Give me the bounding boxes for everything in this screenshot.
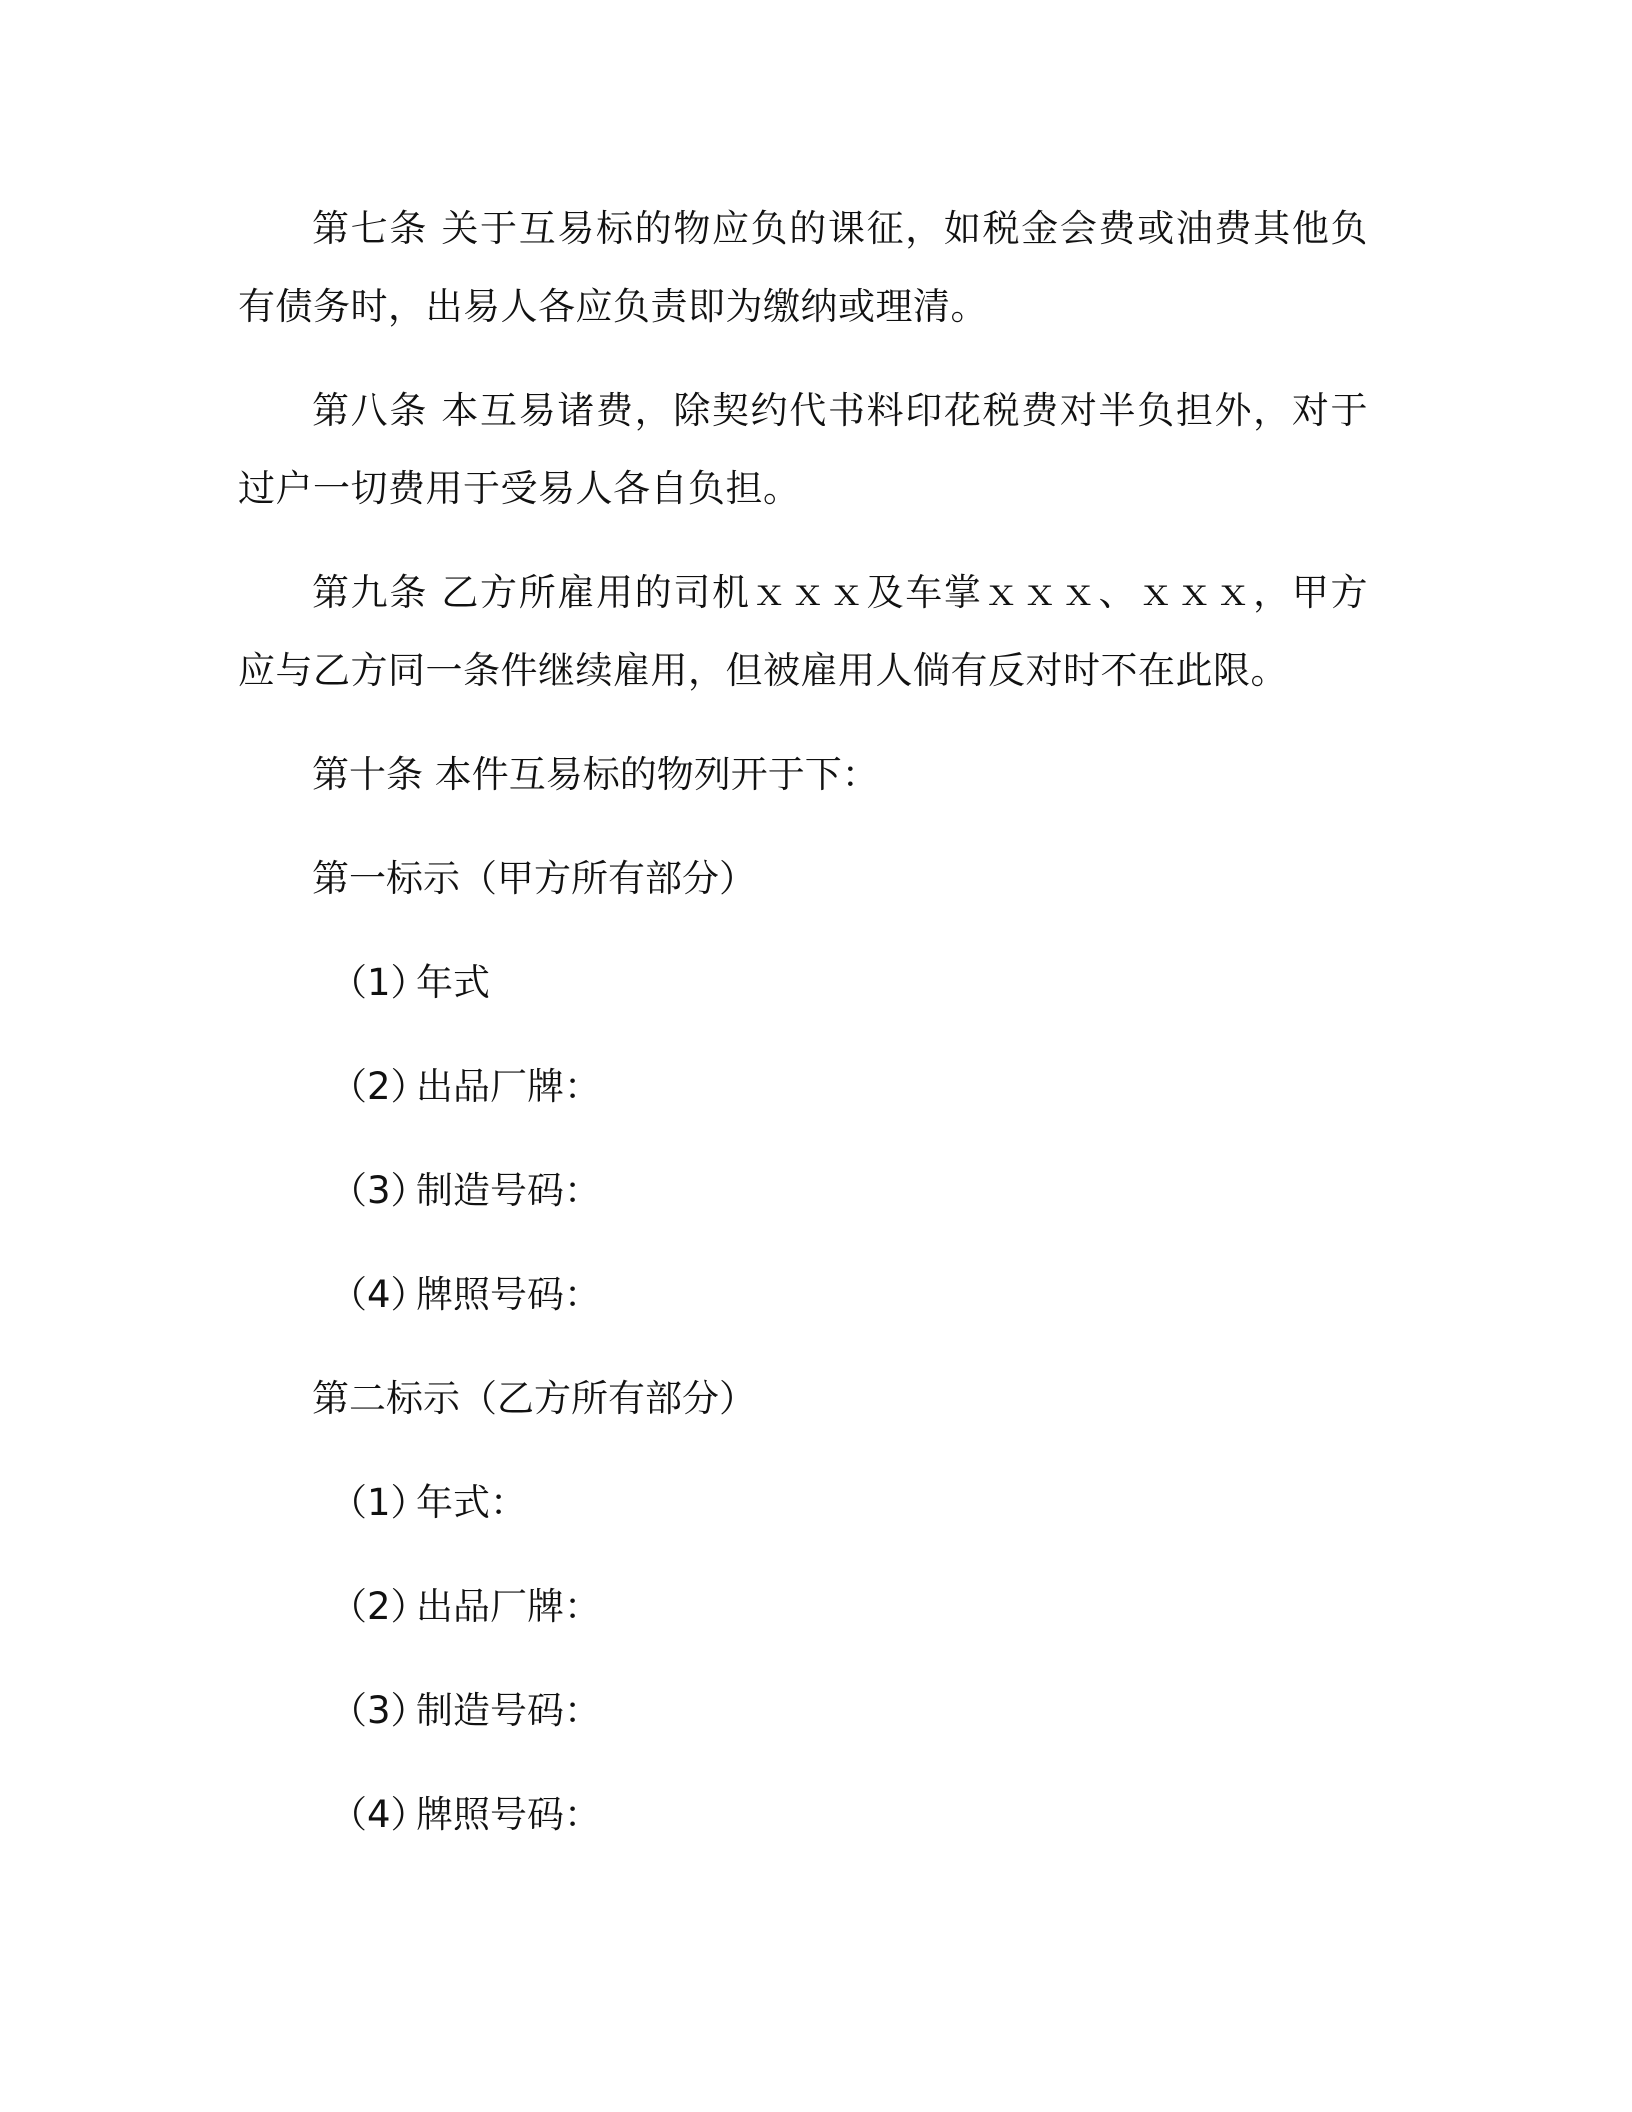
article-10: 第十条 本件互易标的物列开于下： [312, 753, 879, 796]
item-number: （2） [330, 1065, 428, 1108]
section-b-item-brand [238, 1568, 1368, 1646]
item-label: 牌照号码： [416, 1273, 601, 1316]
article-8: 第八条 本互易诸费，除契约代书料印花税费对半负担外，对于过户一切费用于受易人各自负担。 [238, 389, 1368, 510]
article-7: 第七条 关于互易标的物应负的课征，如税金会费或油费其他负有债务时，出易人各应负责即为缴纳或理清。 [238, 207, 1368, 328]
section-b-item-year [238, 1464, 1368, 1542]
item-number: （4） [330, 1273, 428, 1316]
section-a-item-year [238, 944, 1368, 1022]
section-a-item-serial [238, 1152, 1368, 1230]
section-b-item-serial [238, 1672, 1368, 1750]
item-label: 出品厂牌： [416, 1585, 601, 1628]
item-number: （1） [330, 1481, 428, 1524]
item-number: （3） [330, 1169, 428, 1212]
article-9: 第九条 乙方所雇用的司机ｘｘｘ及车掌ｘｘｘ、ｘｘｘ，甲方应与乙方同一条件继续雇用，但被雇用人倘有反对时不在此限。 [238, 571, 1368, 692]
section-a-item-brand [238, 1048, 1368, 1126]
section-a-heading: 第一标示（甲方所有部分） [312, 857, 756, 900]
section-b-item-plate [238, 1776, 1368, 1854]
item-label: 年式 [416, 961, 490, 1004]
item-label: 年式： [416, 1481, 527, 1524]
item-number: （4） [330, 1793, 428, 1836]
item-label: 制造号码： [416, 1169, 601, 1212]
item-number: （1） [330, 961, 428, 1004]
section-a-item-plate [238, 1256, 1368, 1334]
document-body [238, 190, 1368, 1880]
item-label: 牌照号码： [416, 1793, 601, 1836]
item-number: （2） [330, 1585, 428, 1628]
item-label: 制造号码： [416, 1689, 601, 1732]
item-label: 出品厂牌： [416, 1065, 601, 1108]
item-number: （3） [330, 1689, 428, 1732]
section-b-heading: 第二标示（乙方所有部分） [312, 1377, 756, 1420]
